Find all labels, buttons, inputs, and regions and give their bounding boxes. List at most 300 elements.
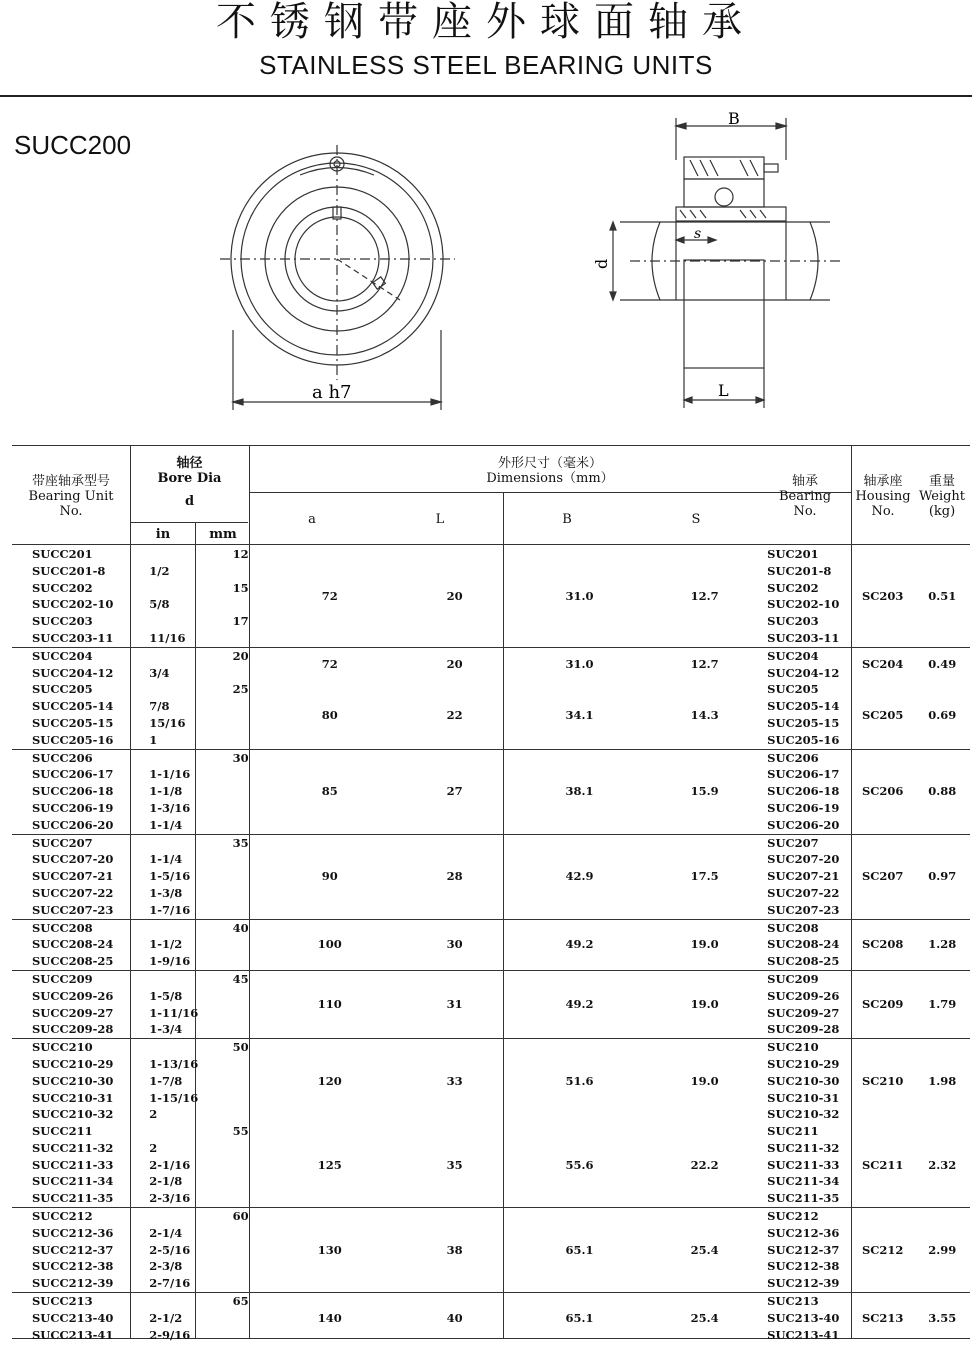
dim-B-cell: 38.1 — [517, 749, 642, 834]
table-row — [12, 834, 970, 851]
unit-number-cell: SUCC201 — [32, 547, 93, 561]
table-row — [12, 970, 970, 987]
bearing-number-cell: SUC210-32 — [767, 1107, 840, 1122]
bore-mm-cell — [214, 1090, 267, 1107]
bore-mm-cell: 55 — [232, 1124, 249, 1139]
header-bearing-cn: 轴承 — [791, 474, 818, 489]
bore-mm-cell — [214, 630, 267, 647]
dim-B-cell: 31.0 — [565, 588, 594, 603]
bearing-number-cell: SUC211-33 — [767, 1157, 840, 1172]
header-housing-cn: 轴承座 — [863, 474, 903, 489]
bore-inch-cell: 1-13/16 — [149, 1056, 199, 1071]
table-row — [12, 1293, 970, 1310]
bore-inch-cell: 2-9/16 — [149, 1327, 191, 1342]
bore-mm-cell — [214, 665, 267, 682]
header-mm: mm — [209, 527, 237, 542]
housing-number-cell: SC211 — [861, 1157, 904, 1172]
bearing-number-cell: SUC209 — [767, 970, 851, 987]
bore-mm-cell: 25 — [232, 682, 249, 697]
bore-inch-cell — [149, 919, 214, 936]
dim-B-cell: 55.6 — [565, 1157, 594, 1172]
page-title-english: STAINLESS STEEL BEARING UNITS — [259, 50, 713, 80]
bore-mm-cell — [214, 1327, 267, 1344]
unit-number-cell: SUCC209-26 — [32, 988, 114, 1003]
bore-inch-cell: 2-3/16 — [149, 1191, 191, 1206]
bore-inch-cell: 15/16 — [149, 715, 186, 730]
dim-S-cell: 19.0 — [642, 970, 767, 1038]
unit-number-cell: SUCC203 — [32, 614, 93, 629]
bore-mm-cell — [214, 902, 267, 919]
bore-inch-cell: 2 — [149, 1107, 158, 1122]
housing-number-cell: SC210 — [851, 1039, 915, 1123]
dim-S-cell: 12.7 — [690, 588, 719, 603]
bearing-number-cell: SUC212-37 — [767, 1242, 840, 1257]
unit-number-cell: SUCC213-41 — [32, 1327, 114, 1342]
unit-number-cell: SUCC212-37 — [32, 1242, 114, 1257]
bore-inch-cell: 5/8 — [149, 597, 170, 612]
bore-inch-cell — [149, 1208, 214, 1225]
dim-a-cell: 120 — [267, 1039, 392, 1123]
bore-inch-cell: 2-1/16 — [149, 1157, 191, 1172]
weight-cell: 3.55 — [914, 1293, 970, 1344]
bore-mm-cell: 65 — [214, 1293, 267, 1310]
dim-a-cell: 110 — [267, 970, 392, 1038]
bearing-number-cell: SUC211-34 — [767, 1174, 840, 1189]
bore-mm-cell — [214, 1106, 267, 1123]
bearing-number-cell: SUC208-24 — [767, 937, 840, 952]
unit-number-cell: SUCC206-19 — [32, 800, 114, 815]
unit-number-cell: SUCC208-24 — [32, 937, 114, 952]
bore-inch-cell: 3/4 — [149, 665, 170, 680]
table-row — [12, 919, 970, 936]
bearing-number-cell: SUC212 — [767, 1208, 851, 1225]
unit-number-cell: SUCC210 — [12, 1039, 149, 1056]
bore-inch-cell: 1-5/8 — [149, 988, 183, 1003]
header-weight-cn: 重量 — [928, 474, 955, 489]
dimensions-subheader-rule — [249, 492, 851, 493]
header-col-S: S — [691, 512, 701, 527]
table-row — [12, 647, 970, 664]
unit-number-cell: SUCC205-16 — [32, 732, 114, 747]
unit-number-cell: SUCC207-21 — [32, 869, 114, 884]
bore-inch-cell: 1-7/8 — [149, 1073, 183, 1088]
bore-inch-cell: 1-3/16 — [149, 800, 191, 815]
header-weight-unit: (kg) — [928, 504, 956, 519]
dim-L-cell: 20 — [446, 588, 463, 603]
bore-inch-cell — [149, 1039, 214, 1056]
housing-number-cell: SC212 — [851, 1208, 915, 1293]
table-row — [12, 546, 970, 563]
bearing-number-cell: SUC209-28 — [767, 1022, 840, 1037]
header-bearing-unit — [14, 474, 128, 519]
bore-mm-cell: 30 — [214, 749, 267, 766]
bore-mm-cell — [214, 563, 267, 580]
dim-L-cell: 35 — [446, 1157, 463, 1172]
dim-B-cell: 51.6 — [517, 1039, 642, 1123]
bearing-number-cell: SUC206-19 — [767, 800, 840, 815]
bearing-number-cell: SUC203-11 — [767, 630, 840, 645]
bearing-number-cell: SUC207-21 — [767, 869, 840, 884]
table-top-rule — [12, 445, 970, 446]
dim-L-cell: 20 — [392, 647, 517, 681]
bore-mm-cell: 20 — [214, 647, 267, 664]
unit-number-cell: SUCC210-30 — [32, 1073, 114, 1088]
bearing-number-cell: SUC208-25 — [767, 954, 840, 969]
dim-B-cell: 31.0 — [517, 647, 642, 681]
bore-mm-cell — [214, 766, 267, 783]
bore-mm-cell — [214, 1073, 267, 1090]
bearing-units-table — [12, 546, 970, 1343]
unit-number-cell: SUCC206 — [12, 749, 149, 766]
table-header-rule — [12, 544, 970, 545]
dim-L-cell: 33 — [392, 1039, 517, 1123]
bearing-number-cell: SUC202 — [767, 580, 819, 595]
housing-number-cell: SC207 — [851, 834, 915, 919]
dim-S-cell: 25.4 — [642, 1208, 767, 1293]
bore-mm-cell — [214, 817, 267, 834]
bore-inch-cell — [149, 613, 214, 630]
housing-number-cell: SC206 — [851, 749, 915, 834]
unit-number-cell: SUCC212 — [12, 1208, 149, 1225]
weight-cell: 1.28 — [914, 919, 970, 970]
bore-mm-cell — [214, 936, 267, 953]
bore-inch-cell: 1-11/16 — [149, 1005, 199, 1020]
bore-mm-cell — [214, 1275, 267, 1292]
dim-L-cell: 38 — [392, 1208, 517, 1293]
bore-mm-cell — [214, 1258, 267, 1275]
bore-inch-cell: 2-7/16 — [149, 1276, 191, 1291]
bore-mm-cell — [214, 868, 267, 885]
bore-inch-cell — [149, 749, 214, 766]
header-dim-cn: 外形尺寸（毫米） — [497, 456, 602, 471]
bore-inch-cell: 2-5/16 — [149, 1242, 191, 1257]
header-bearing-en: Bearing — [778, 489, 832, 504]
bore-inch-cell — [149, 1293, 214, 1310]
dim-B-cell: 49.2 — [517, 919, 642, 970]
housing-number-cell: SC209 — [851, 970, 915, 1038]
unit-number-cell: SUCC211-32 — [32, 1140, 114, 1155]
dim-a-cell: 90 — [267, 834, 392, 919]
bore-subheader-rule — [130, 522, 248, 523]
bearing-number-cell: SUC202-10 — [767, 597, 840, 612]
bearing-number-cell: SUC211-35 — [767, 1191, 840, 1206]
unit-number-cell: SUCC204-12 — [32, 665, 114, 680]
bore-mm-cell: 60 — [214, 1208, 267, 1225]
table-row — [12, 1039, 970, 1056]
bore-inch-cell: 1-1/2 — [149, 937, 183, 952]
housing-number-cell: SC213 — [851, 1293, 915, 1344]
header-weight-en: Weight — [918, 489, 966, 504]
bore-mm-cell — [214, 953, 267, 970]
unit-number-cell: SUCC210-29 — [32, 1056, 114, 1071]
bearing-number-cell: SUC209-27 — [767, 1005, 840, 1020]
title-divider — [0, 95, 972, 97]
dim-B-cell: 34.1 — [565, 707, 594, 722]
bearing-number-cell: SUC205-14 — [767, 699, 840, 714]
header-col-a: a — [308, 512, 316, 527]
bearing-number-cell: SUC204 — [767, 647, 851, 664]
dim-label-B: B — [728, 109, 740, 128]
bearing-number-cell: SUC206 — [767, 749, 851, 766]
bore-inch-cell: 1-5/16 — [149, 869, 191, 884]
unit-number-cell: SUCC209-28 — [32, 1022, 114, 1037]
unit-number-cell: SUCC211 — [32, 1124, 93, 1139]
header-bearing-no — [768, 474, 842, 519]
unit-number-cell: SUCC212-39 — [32, 1276, 114, 1291]
bore-inch-cell — [149, 546, 214, 563]
unit-number-cell: SUCC210-31 — [32, 1090, 114, 1105]
bore-inch-cell — [149, 580, 214, 597]
bearing-number-cell: SUC211 — [767, 1124, 819, 1139]
weight-cell: 0.49 — [914, 647, 970, 681]
unit-number-cell: SUCC209-27 — [32, 1005, 114, 1020]
header-unit-en: Bearing Unit — [28, 489, 114, 504]
unit-number-cell: SUCC207-22 — [32, 885, 114, 900]
unit-number-cell: SUCC206-20 — [32, 817, 114, 832]
bearing-number-cell: SUC206-20 — [767, 817, 840, 832]
bore-inch-cell: 1-7/16 — [149, 902, 191, 917]
bearing-number-cell: SUC213 — [767, 1293, 851, 1310]
housing-number-cell: SC208 — [851, 919, 915, 970]
dim-B-cell: 65.1 — [517, 1208, 642, 1293]
bore-inch-cell: 1-3/8 — [149, 885, 183, 900]
bore-mm-cell — [214, 885, 267, 902]
bore-mm-cell: 50 — [214, 1039, 267, 1056]
bore-inch-cell — [149, 1123, 214, 1140]
dim-S-cell: 19.0 — [642, 1039, 767, 1123]
bore-inch-cell: 2 — [149, 1140, 158, 1155]
bore-inch-cell — [149, 647, 214, 664]
header-unit-cn: 带座轴承型号 — [31, 474, 110, 489]
dim-B-cell: 42.9 — [517, 834, 642, 919]
bearing-number-cell: SUC206-18 — [767, 784, 840, 799]
bore-mm-cell: 45 — [214, 970, 267, 987]
bore-inch-cell: 7/8 — [149, 699, 170, 714]
bearing-number-cell: SUC205-16 — [767, 732, 840, 747]
dim-B-cell: 65.1 — [517, 1293, 642, 1344]
header-housing — [852, 474, 914, 519]
dim-S-cell: 19.0 — [642, 919, 767, 970]
dim-L-cell: 31 — [392, 970, 517, 1038]
bore-mm-cell — [214, 800, 267, 817]
bore-inch-cell: 1/2 — [149, 563, 170, 578]
bore-inch-cell — [149, 681, 214, 698]
unit-number-cell: SUCC213-40 — [32, 1310, 114, 1325]
table-row — [12, 1123, 970, 1140]
unit-number-cell: SUCC211-33 — [32, 1157, 114, 1172]
unit-number-cell: SUCC205-15 — [32, 715, 114, 730]
bore-inch-cell: 1-1/16 — [149, 767, 191, 782]
header-bearing-label: No. — [793, 504, 817, 519]
bore-inch-cell: 1-15/16 — [149, 1090, 199, 1105]
header-in: in — [155, 527, 171, 542]
bearing-number-cell: SUC201 — [767, 547, 819, 561]
bore-inch-cell: 1-9/16 — [149, 954, 191, 969]
dim-L-cell: 27 — [392, 749, 517, 834]
bore-mm-cell: 15 — [232, 580, 249, 595]
weight-cell: 2.32 — [928, 1157, 957, 1172]
bearing-number-cell: SUC205 — [767, 682, 819, 697]
page-title-chinese: 不锈钢带座外球面轴承 — [216, 0, 756, 45]
dim-S-cell: 17.5 — [642, 834, 767, 919]
weight-cell: 2.99 — [914, 1208, 970, 1293]
bearing-number-cell: SUC207 — [767, 834, 851, 851]
dim-L-cell: 22 — [446, 707, 463, 722]
bore-mm-cell: 12 — [232, 547, 249, 561]
weight-cell: 0.51 — [928, 588, 957, 603]
bore-mm-cell — [214, 851, 267, 868]
dim-S-cell: 12.7 — [642, 647, 767, 681]
dim-L-cell: 30 — [392, 919, 517, 970]
header-housing-no: No. — [871, 504, 895, 519]
bore-mm-cell — [214, 1157, 267, 1174]
bore-mm-cell — [214, 988, 267, 1005]
unit-number-cell: SUCC212-38 — [32, 1259, 114, 1274]
weight-cell: 0.69 — [928, 707, 957, 722]
header-bore-cn: 轴径 — [176, 456, 203, 471]
dim-label-a: a h7 — [312, 382, 352, 403]
header-col-L: L — [435, 512, 445, 527]
unit-number-cell: SUCC211-35 — [32, 1191, 114, 1206]
unit-number-cell: SUCC202 — [32, 580, 93, 595]
header-bore — [130, 456, 249, 509]
table-row — [12, 681, 970, 698]
bearing-number-cell: SUC210 — [767, 1039, 851, 1056]
bearing-number-cell: SUC210-31 — [767, 1090, 840, 1105]
dim-a-cell: 125 — [317, 1157, 342, 1172]
unit-number-cell: SUCC201-8 — [32, 563, 106, 578]
bore-inch-cell — [149, 970, 214, 987]
dim-a-cell: 80 — [321, 707, 338, 722]
front-view — [220, 145, 455, 410]
unit-number-cell: SUCC205 — [32, 682, 93, 697]
weight-cell: 1.98 — [914, 1039, 970, 1123]
bore-mm-cell — [214, 1190, 267, 1207]
bearing-unit-drawing — [0, 100, 972, 420]
bore-mm-cell — [214, 698, 267, 715]
bearing-number-cell: SUC210-29 — [767, 1056, 840, 1071]
bore-mm-cell — [214, 1021, 267, 1038]
unit-number-cell: SUCC208 — [12, 919, 149, 936]
unit-number-cell: SUCC206-17 — [32, 767, 114, 782]
bore-mm-cell — [214, 1173, 267, 1190]
dim-S-cell: 14.3 — [690, 707, 719, 722]
bore-inch-cell: 1 — [149, 732, 158, 747]
dim-L-cell: 28 — [392, 834, 517, 919]
bore-mm-cell — [214, 1140, 267, 1157]
bore-inch-cell: 2-1/8 — [149, 1174, 183, 1189]
dim-label-d: d — [592, 258, 611, 269]
bore-mm-cell — [214, 783, 267, 800]
bore-inch-cell: 1-1/4 — [149, 852, 183, 867]
bore-mm-cell — [214, 1225, 267, 1242]
bore-mm-cell — [214, 596, 267, 613]
table-row — [12, 749, 970, 766]
unit-number-cell: SUCC208-25 — [32, 954, 114, 969]
weight-cell: 0.88 — [914, 749, 970, 834]
bearing-number-cell: SUC212-36 — [767, 1225, 840, 1240]
dim-label-s: s — [694, 226, 702, 242]
bearing-number-cell: SUC201-8 — [767, 563, 832, 578]
bearing-number-cell: SUC213-41 — [767, 1327, 840, 1342]
bearing-number-cell: SUC210-30 — [767, 1073, 840, 1088]
housing-number-cell: SC204 — [851, 647, 915, 681]
table-row — [12, 1208, 970, 1225]
bore-mm-cell — [214, 1056, 267, 1073]
unit-number-cell: SUCC213 — [12, 1293, 149, 1310]
bearing-number-cell: SUC205-15 — [767, 715, 840, 730]
dim-L-cell: 40 — [392, 1293, 517, 1344]
bearing-number-cell: SUC207-20 — [767, 852, 840, 867]
bore-mm-cell — [214, 715, 267, 732]
model-series-label: SUCC200 — [14, 130, 132, 160]
bore-inch-cell: 1-1/8 — [149, 784, 183, 799]
bore-mm-cell: 40 — [214, 919, 267, 936]
unit-number-cell: SUCC209 — [12, 970, 149, 987]
header-col-B: B — [562, 512, 572, 527]
bore-inch-cell: 2-3/8 — [149, 1259, 183, 1274]
side-section-view — [610, 118, 840, 408]
unit-number-cell: SUCC207-23 — [32, 902, 114, 917]
bore-inch-cell: 2-1/2 — [149, 1310, 183, 1325]
bearing-number-cell: SUC211-32 — [767, 1140, 840, 1155]
bearing-number-cell: SUC203 — [767, 614, 819, 629]
bore-mm-cell — [214, 1005, 267, 1022]
weight-cell: 0.97 — [914, 834, 970, 919]
dim-a-cell: 140 — [267, 1293, 392, 1344]
header-bore-d: d — [184, 494, 195, 509]
housing-number-cell: SC203 — [861, 588, 904, 603]
bearing-number-cell: SUC213-40 — [767, 1310, 840, 1325]
bore-mm-cell — [214, 732, 267, 749]
bore-inch-cell: 1-1/4 — [149, 817, 183, 832]
bearing-number-cell: SUC206-17 — [767, 767, 840, 782]
dim-a-cell: 100 — [267, 919, 392, 970]
bore-inch-cell: 1-3/4 — [149, 1022, 183, 1037]
bore-inch-cell: 11/16 — [149, 630, 186, 645]
dim-S-cell: 22.2 — [690, 1157, 719, 1172]
bore-mm-cell: 35 — [214, 834, 267, 851]
bearing-number-cell: SUC212-38 — [767, 1259, 840, 1274]
bearing-number-cell: SUC207-23 — [767, 902, 840, 917]
unit-number-cell: SUCC210-32 — [32, 1107, 114, 1122]
unit-number-cell: SUCC212-36 — [32, 1225, 114, 1240]
unit-number-cell: SUCC205-14 — [32, 699, 114, 714]
header-unit-no: No. — [59, 504, 83, 519]
unit-number-cell: SUCC207-20 — [32, 852, 114, 867]
unit-number-cell: SUCC207 — [12, 834, 149, 851]
bore-inch-cell — [149, 834, 214, 851]
housing-number-cell: SC205 — [861, 707, 904, 722]
dim-S-cell: 15.9 — [642, 749, 767, 834]
bore-mm-cell — [214, 1242, 267, 1259]
weight-cell: 1.79 — [914, 970, 970, 1038]
bearing-number-cell: SUC204-12 — [767, 665, 840, 680]
dim-a-cell: 72 — [267, 647, 392, 681]
bore-mm-cell — [214, 1310, 267, 1327]
unit-number-cell: SUCC211-34 — [32, 1174, 114, 1189]
dim-a-cell: 130 — [267, 1208, 392, 1293]
bearing-number-cell: SUC208 — [767, 919, 851, 936]
unit-number-cell: SUCC204 — [12, 647, 149, 664]
unit-number-cell: SUCC206-18 — [32, 784, 114, 799]
bore-inch-cell: 2-1/4 — [149, 1225, 183, 1240]
header-dimensions — [249, 456, 851, 486]
dim-label-L: L — [718, 381, 729, 400]
unit-number-cell: SUCC202-10 — [32, 597, 114, 612]
dim-a-cell: 72 — [321, 588, 338, 603]
bore-mm-cell: 17 — [232, 614, 249, 629]
